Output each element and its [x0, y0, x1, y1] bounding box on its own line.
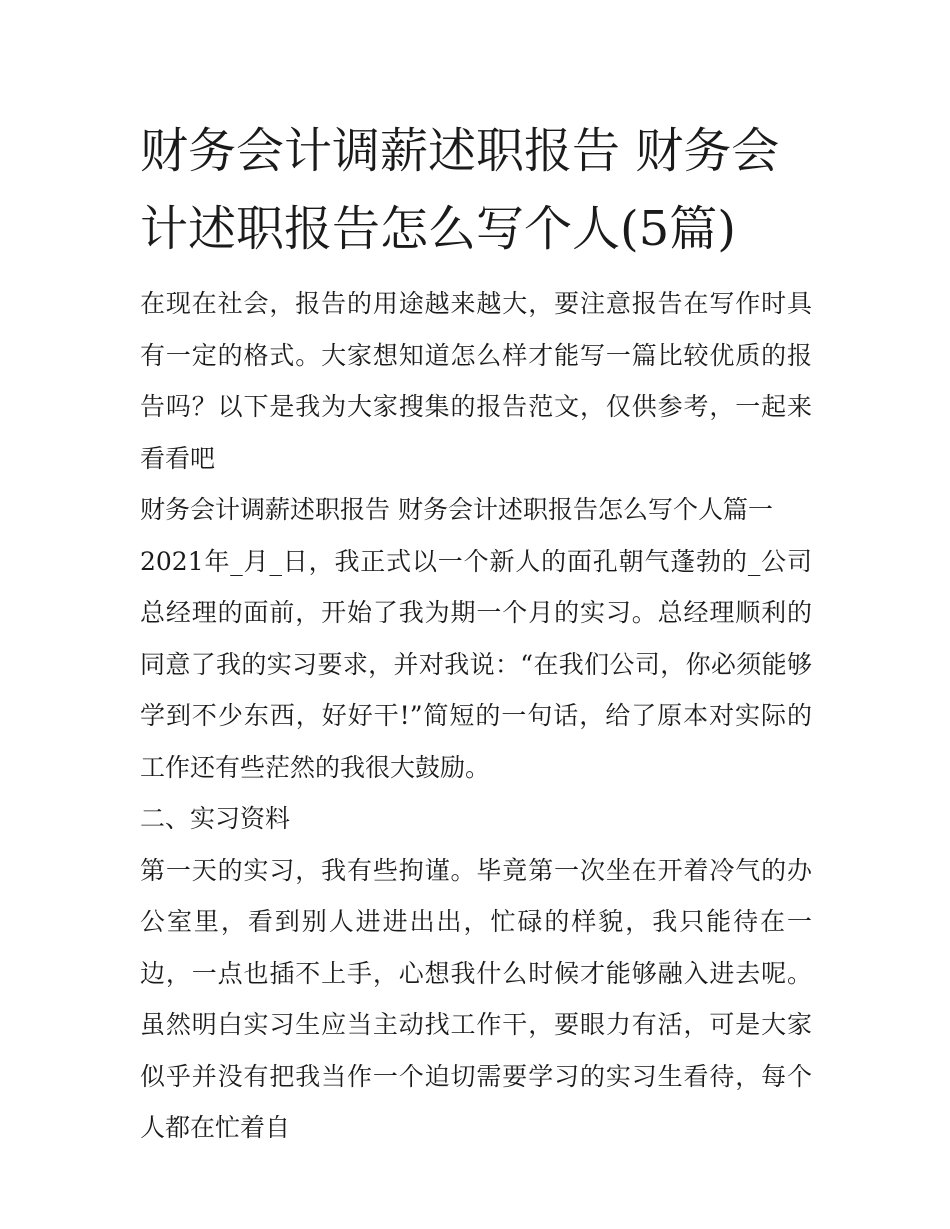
document-title: 财务会计调薪述职报告 财务会计述职报告怎么写个人(5篇) [140, 123, 780, 257]
intro-paragraph: 在现在社会，报告的用途越来越大，要注意报告在写作时具有一定的格式。大家想知道怎么样才能写一篇比较优质的报告吗？以下是我为大家搜集的报告范文，仅供参考，一起来看看吧 [140, 289, 812, 473]
body-paragraph: 第一天的实习，我有些拘谨。毕竟第一次坐在开着冷气的办公室里，看到别人进进出出，忙碌的样貌，我只能待在一边，一点也插不上手，心想我什么时候才能够融入进去呢。虽然明白实习生应当主动找工作干，要眼力有活，可是大家似乎并没有把我当作一个迫切需要学习的实习生看待，每个人都在忙着自 [140, 855, 812, 1142]
body-paragraph: 2021年_月_日，我正式以一个新人的面孔朝气蓬勃的_公司总经理的面前，开始了我为期一个月的实习。总经理顺利的同意了我的实习要求，并对我说：“在我们公司，你必须能够学到不少东西，好好干!”简短的一句话，给了原本对实际的工作还有些茫然的我很大鼓励。 [140, 546, 812, 782]
document-body [140, 278, 812, 1154]
document-page [140, 112, 812, 1154]
subsection-heading: 二、实习资料 [140, 804, 291, 833]
section-heading: 财务会计调薪述职报告 财务会计述职报告怎么写个人篇一 [140, 495, 773, 524]
